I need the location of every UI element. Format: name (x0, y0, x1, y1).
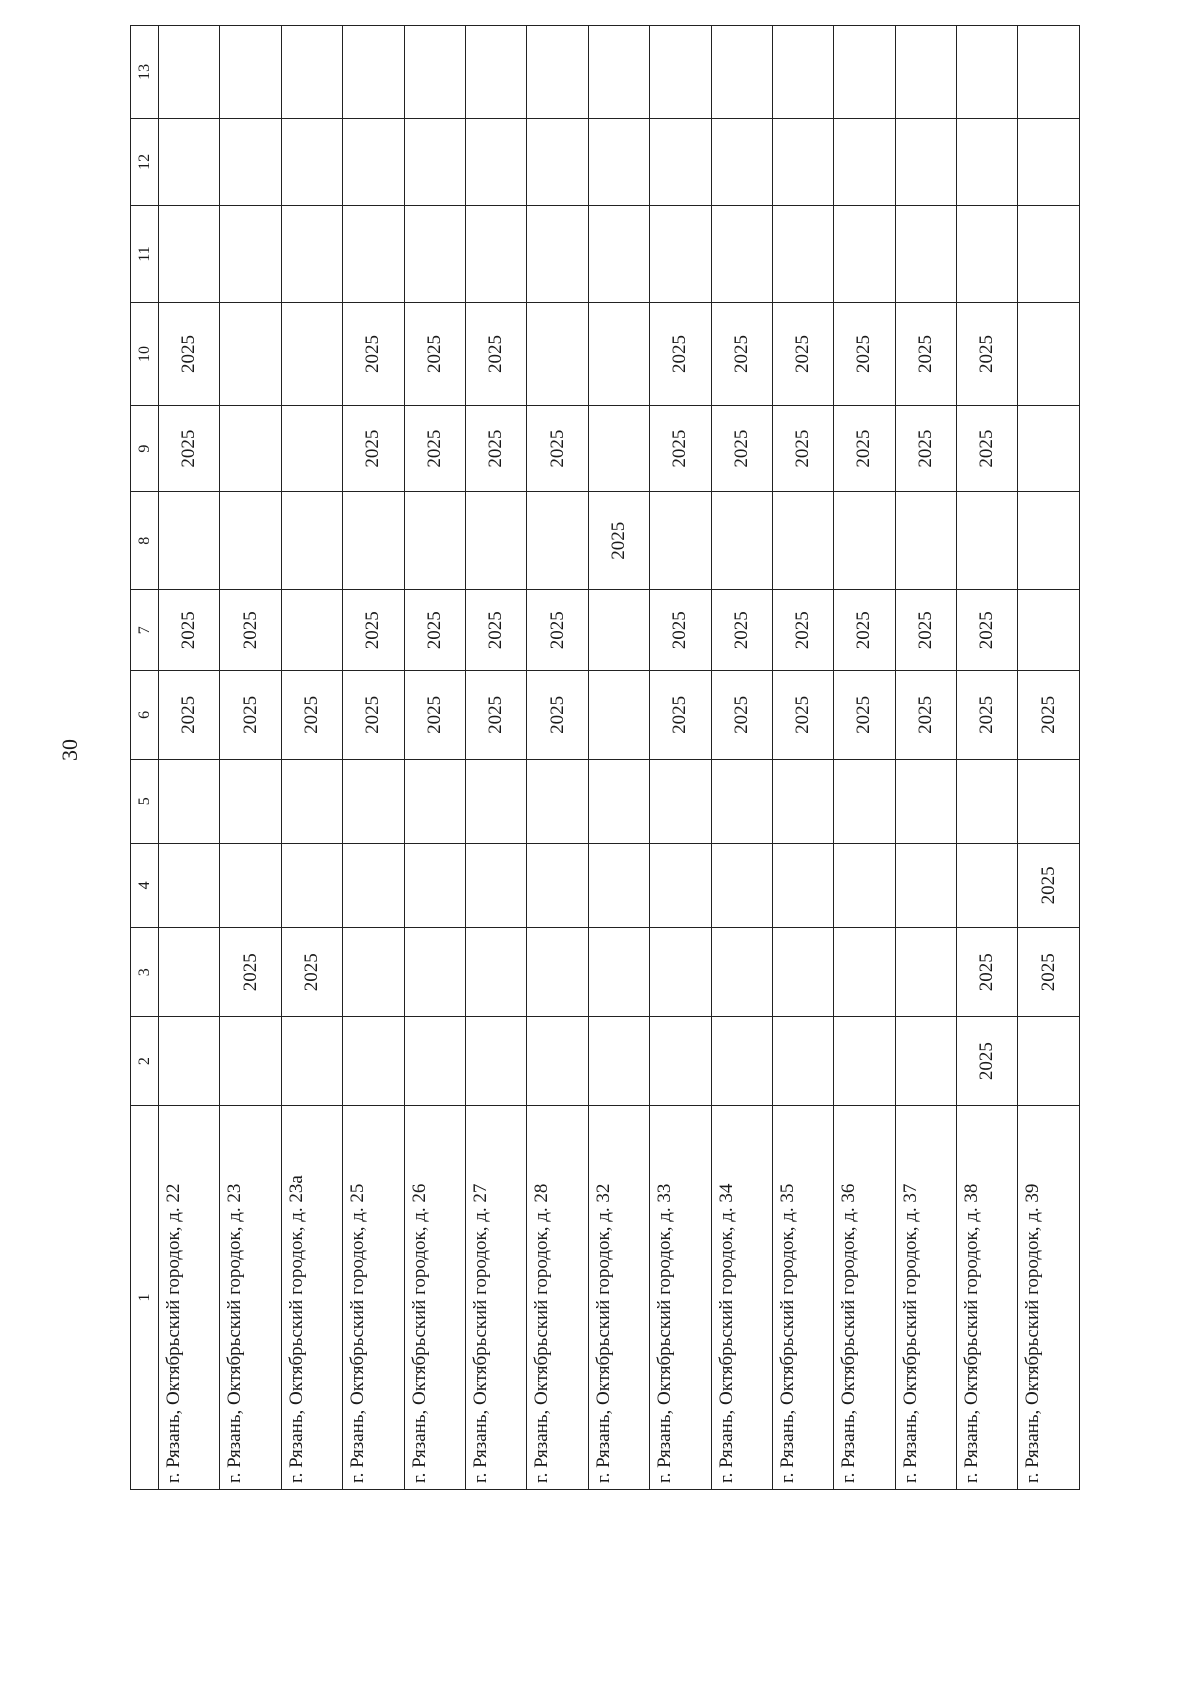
year-cell (1018, 406, 1080, 492)
year-cell: 2025 (1018, 671, 1080, 759)
year-cell (465, 26, 526, 119)
page-number: 30 (57, 739, 82, 761)
year-cell (465, 1017, 526, 1105)
year-cell: 2025 (834, 302, 895, 405)
year-cell (343, 492, 404, 590)
column-header: 2 (131, 1017, 159, 1105)
year-cell (465, 492, 526, 590)
year-cell: 2025 (1018, 843, 1080, 927)
address-cell: г. Рязань, Октябрьский городок, д. 28 (527, 1105, 588, 1489)
year-cell (220, 118, 281, 205)
year-cell (957, 118, 1018, 205)
year-cell: 2025 (772, 406, 833, 492)
table-row (465, 26, 526, 1490)
year-cell (404, 1017, 465, 1105)
year-cell (650, 1017, 711, 1105)
year-cell (650, 26, 711, 119)
year-cell: 2025 (711, 302, 772, 405)
column-header: 7 (131, 590, 159, 671)
year-cell (281, 26, 342, 119)
year-cell (527, 118, 588, 205)
address-cell: г. Рязань, Октябрьский городок, д. 36 (834, 1105, 895, 1489)
year-cell (404, 26, 465, 119)
table-row (650, 26, 711, 1490)
year-cell (957, 26, 1018, 119)
year-cell: 2025 (650, 671, 711, 759)
year-cell (159, 206, 220, 303)
year-cell (220, 843, 281, 927)
year-cell: 2025 (957, 1017, 1018, 1105)
year-cell: 2025 (895, 671, 956, 759)
year-cell (404, 759, 465, 843)
year-cell (404, 843, 465, 927)
year-cell (527, 928, 588, 1017)
year-cell: 2025 (281, 928, 342, 1017)
year-cell (281, 843, 342, 927)
year-cell (895, 843, 956, 927)
year-cell (1018, 302, 1080, 405)
year-cell (343, 206, 404, 303)
year-cell: 2025 (343, 590, 404, 671)
year-cell (527, 206, 588, 303)
year-cell (281, 590, 342, 671)
year-cell (159, 492, 220, 590)
table-row (527, 26, 588, 1490)
year-cell (957, 206, 1018, 303)
year-cell (527, 302, 588, 405)
table-row (281, 26, 342, 1490)
year-cell (834, 928, 895, 1017)
year-cell (834, 1017, 895, 1105)
year-cell: 2025 (465, 671, 526, 759)
table-row (834, 26, 895, 1490)
table-row (895, 26, 956, 1490)
table-row (1018, 26, 1080, 1490)
year-cell (343, 1017, 404, 1105)
year-cell: 2025 (343, 406, 404, 492)
year-cell: 2025 (404, 302, 465, 405)
year-cell (650, 759, 711, 843)
year-cell: 2025 (220, 928, 281, 1017)
year-cell (404, 928, 465, 1017)
year-cell (834, 492, 895, 590)
year-cell (650, 843, 711, 927)
address-cell: г. Рязань, Октябрьский городок, д. 23 (220, 1105, 281, 1489)
column-header: 3 (131, 928, 159, 1017)
year-cell: 2025 (772, 671, 833, 759)
year-cell: 2025 (957, 406, 1018, 492)
year-cell: 2025 (834, 590, 895, 671)
year-cell (772, 118, 833, 205)
year-cell: 2025 (527, 590, 588, 671)
year-cell: 2025 (343, 302, 404, 405)
year-cell (281, 406, 342, 492)
address-cell: г. Рязань, Октябрьский городок, д. 27 (465, 1105, 526, 1489)
year-cell (465, 118, 526, 205)
year-cell (281, 759, 342, 843)
year-cell (220, 206, 281, 303)
year-cell: 2025 (711, 590, 772, 671)
year-cell (281, 206, 342, 303)
year-cell (711, 492, 772, 590)
year-cell: 2025 (711, 671, 772, 759)
year-cell: 2025 (159, 406, 220, 492)
year-cell (343, 928, 404, 1017)
year-cell: 2025 (404, 590, 465, 671)
year-cell (343, 843, 404, 927)
year-cell (895, 206, 956, 303)
year-cell: 2025 (404, 671, 465, 759)
year-cell (772, 492, 833, 590)
table-row (404, 26, 465, 1490)
year-cell (220, 406, 281, 492)
year-cell (834, 843, 895, 927)
year-cell (895, 928, 956, 1017)
year-cell: 2025 (281, 671, 342, 759)
year-cell (159, 843, 220, 927)
year-cell (159, 928, 220, 1017)
column-header: 6 (131, 671, 159, 759)
column-header: 12 (131, 118, 159, 205)
year-cell (220, 492, 281, 590)
year-cell: 2025 (957, 590, 1018, 671)
year-cell (772, 206, 833, 303)
year-cell: 2025 (588, 492, 649, 590)
year-cell (957, 843, 1018, 927)
year-cell: 2025 (159, 671, 220, 759)
year-cell (220, 302, 281, 405)
year-cell (281, 1017, 342, 1105)
year-cell (465, 928, 526, 1017)
year-cell (588, 928, 649, 1017)
year-cell (957, 759, 1018, 843)
year-cell (404, 206, 465, 303)
schedule-table (130, 25, 1080, 1490)
table-row (711, 26, 772, 1490)
address-cell: г. Рязань, Октябрьский городок, д. 34 (711, 1105, 772, 1489)
year-cell (957, 492, 1018, 590)
year-cell: 2025 (772, 590, 833, 671)
column-header: 10 (131, 302, 159, 405)
table-row (343, 26, 404, 1490)
year-cell (772, 759, 833, 843)
year-cell: 2025 (404, 406, 465, 492)
table-body (159, 26, 1080, 1490)
year-cell (159, 1017, 220, 1105)
address-cell: г. Рязань, Октябрьский городок, д. 23а (281, 1105, 342, 1489)
year-cell (588, 671, 649, 759)
year-cell (527, 26, 588, 119)
year-cell (895, 759, 956, 843)
address-cell: г. Рязань, Октябрьский городок, д. 33 (650, 1105, 711, 1489)
year-cell: 2025 (220, 590, 281, 671)
column-header: 11 (131, 206, 159, 303)
year-cell (711, 118, 772, 205)
year-cell (650, 492, 711, 590)
year-cell (711, 928, 772, 1017)
year-cell (588, 1017, 649, 1105)
year-cell (650, 118, 711, 205)
year-cell: 2025 (895, 302, 956, 405)
year-cell (588, 118, 649, 205)
address-cell: г. Рязань, Октябрьский городок, д. 38 (957, 1105, 1018, 1489)
year-cell (281, 302, 342, 405)
year-cell (343, 118, 404, 205)
year-cell (465, 759, 526, 843)
address-cell: г. Рязань, Октябрьский городок, д. 25 (343, 1105, 404, 1489)
year-cell (1018, 1017, 1080, 1105)
year-cell (281, 118, 342, 205)
year-cell (527, 1017, 588, 1105)
year-cell (588, 759, 649, 843)
year-cell (588, 406, 649, 492)
year-cell (772, 928, 833, 1017)
year-cell: 2025 (159, 302, 220, 405)
year-cell (588, 302, 649, 405)
year-cell (1018, 26, 1080, 119)
year-cell (711, 759, 772, 843)
year-cell (159, 118, 220, 205)
year-cell (834, 26, 895, 119)
year-cell (220, 26, 281, 119)
year-cell (711, 843, 772, 927)
year-cell: 2025 (711, 406, 772, 492)
schedule-table-container (130, 25, 1080, 1490)
year-cell (1018, 206, 1080, 303)
address-cell: г. Рязань, Октябрьский городок, д. 39 (1018, 1105, 1080, 1489)
table-row (588, 26, 649, 1490)
year-cell (1018, 590, 1080, 671)
year-cell (220, 1017, 281, 1105)
year-cell (711, 26, 772, 119)
year-cell (650, 206, 711, 303)
year-cell (281, 492, 342, 590)
address-cell: г. Рязань, Октябрьский городок, д. 26 (404, 1105, 465, 1489)
year-cell (834, 118, 895, 205)
year-cell: 2025 (957, 928, 1018, 1017)
year-cell: 2025 (159, 590, 220, 671)
year-cell (895, 492, 956, 590)
year-cell (895, 1017, 956, 1105)
column-header: 8 (131, 492, 159, 590)
year-cell: 2025 (895, 406, 956, 492)
year-cell (895, 26, 956, 119)
column-header: 4 (131, 843, 159, 927)
year-cell (1018, 492, 1080, 590)
address-cell: г. Рязань, Октябрьский городок, д. 32 (588, 1105, 649, 1489)
year-cell (527, 759, 588, 843)
address-cell: г. Рязань, Октябрьский городок, д. 35 (772, 1105, 833, 1489)
year-cell: 2025 (527, 671, 588, 759)
year-cell: 2025 (465, 406, 526, 492)
year-cell (711, 206, 772, 303)
year-cell (650, 928, 711, 1017)
year-cell (465, 843, 526, 927)
year-cell: 2025 (527, 406, 588, 492)
year-cell: 2025 (772, 302, 833, 405)
year-cell (1018, 759, 1080, 843)
year-cell (772, 843, 833, 927)
year-cell (588, 843, 649, 927)
year-cell: 2025 (465, 590, 526, 671)
column-header: 1 (131, 1105, 159, 1489)
year-cell (834, 206, 895, 303)
column-header: 9 (131, 406, 159, 492)
table-row (772, 26, 833, 1490)
column-header: 5 (131, 759, 159, 843)
address-cell: г. Рязань, Октябрьский городок, д. 22 (159, 1105, 220, 1489)
year-cell (711, 1017, 772, 1105)
year-cell: 2025 (834, 406, 895, 492)
year-cell: 2025 (465, 302, 526, 405)
year-cell: 2025 (650, 590, 711, 671)
year-cell: 2025 (957, 302, 1018, 405)
year-cell (1018, 118, 1080, 205)
table-row (220, 26, 281, 1490)
year-cell: 2025 (834, 671, 895, 759)
year-cell (220, 759, 281, 843)
year-cell (527, 492, 588, 590)
year-cell: 2025 (1018, 928, 1080, 1017)
year-cell: 2025 (343, 671, 404, 759)
address-cell: г. Рязань, Октябрьский городок, д. 37 (895, 1105, 956, 1489)
year-cell (159, 26, 220, 119)
table-row (159, 26, 220, 1490)
year-cell (465, 206, 526, 303)
header-row (131, 26, 159, 1490)
year-cell: 2025 (650, 406, 711, 492)
year-cell (588, 206, 649, 303)
year-cell (404, 118, 465, 205)
year-cell (527, 843, 588, 927)
year-cell (343, 26, 404, 119)
year-cell (772, 1017, 833, 1105)
table-row (957, 26, 1018, 1490)
year-cell: 2025 (650, 302, 711, 405)
year-cell (895, 118, 956, 205)
year-cell: 2025 (957, 671, 1018, 759)
year-cell (159, 759, 220, 843)
year-cell (588, 26, 649, 119)
year-cell (404, 492, 465, 590)
column-header: 13 (131, 26, 159, 119)
year-cell: 2025 (220, 671, 281, 759)
year-cell: 2025 (895, 590, 956, 671)
year-cell (834, 759, 895, 843)
year-cell (772, 26, 833, 119)
year-cell (343, 759, 404, 843)
year-cell (588, 590, 649, 671)
